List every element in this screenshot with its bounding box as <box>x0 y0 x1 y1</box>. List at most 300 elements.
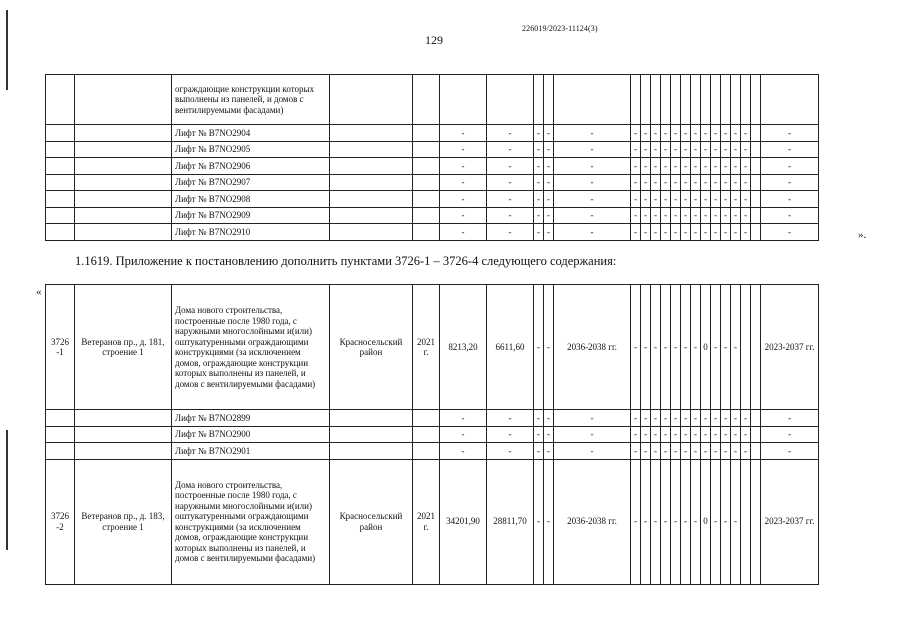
dash-cell: - <box>661 207 671 224</box>
dash-cell: - <box>691 426 701 443</box>
table-cell <box>330 426 413 443</box>
dash-cell: - <box>731 224 741 241</box>
dash-cell: - <box>534 207 544 224</box>
table-cell <box>46 125 75 142</box>
living-area-cell: 6611,60 <box>487 285 534 410</box>
final-period-cell: 2023-2037 гг. <box>761 459 819 584</box>
table-cell <box>330 224 413 241</box>
dash-cell: - <box>440 191 487 208</box>
dash-cell: - <box>721 141 731 158</box>
table-cell <box>751 158 761 175</box>
dash-cell: - <box>721 443 731 460</box>
dash-cell: - <box>761 191 819 208</box>
dash-cell: - <box>681 125 691 142</box>
table-cell <box>751 75 761 125</box>
dash-cell: - <box>761 158 819 175</box>
lift-name-cell: Лифт № В7NO2908 <box>172 191 330 208</box>
table-row <box>46 141 819 158</box>
final-period-cell: 2023-2037 гг. <box>761 285 819 410</box>
table-cell <box>75 141 172 158</box>
dash-cell: - <box>721 158 731 175</box>
table-cell <box>631 75 641 125</box>
dash-cell: - <box>554 426 631 443</box>
dash-cell: - <box>761 224 819 241</box>
dash-cell: - <box>681 443 691 460</box>
total-area-cell: 34201,90 <box>440 459 487 584</box>
dash-cell: - <box>534 459 544 584</box>
dash-cell: - <box>554 158 631 175</box>
dash-cell: - <box>741 443 751 460</box>
dash-cell: - <box>731 410 741 427</box>
lift-name-cell: Лифт № В7NO2907 <box>172 174 330 191</box>
dash-cell: - <box>554 207 631 224</box>
dash-cell: - <box>554 141 631 158</box>
table-cell <box>751 285 761 410</box>
table-cell <box>330 410 413 427</box>
dash-cell: - <box>691 224 701 241</box>
table-cell <box>75 224 172 241</box>
dash-cell: - <box>721 174 731 191</box>
dash-cell: - <box>651 410 661 427</box>
dash-cell: - <box>534 191 544 208</box>
dash-cell: - <box>487 207 534 224</box>
dash-cell: - <box>761 174 819 191</box>
dash-cell: - <box>671 426 681 443</box>
table-cell <box>75 75 172 125</box>
lift-name-cell: Лифт № В7NO2905 <box>172 141 330 158</box>
dash-cell: - <box>641 125 651 142</box>
dash-cell: - <box>661 459 671 584</box>
dash-cell: - <box>534 125 544 142</box>
dash-cell: - <box>440 426 487 443</box>
table-cell <box>46 443 75 460</box>
table-cell <box>75 174 172 191</box>
dash-cell: - <box>554 174 631 191</box>
dash-cell: - <box>741 410 751 427</box>
table-cell <box>721 75 731 125</box>
dash-cell: - <box>544 285 554 410</box>
dash-cell: - <box>661 125 671 142</box>
item-number-cell: 3726 -1 <box>46 285 75 410</box>
dash-cell: - <box>631 174 641 191</box>
dash-cell: - <box>681 426 691 443</box>
dash-cell: - <box>651 285 661 410</box>
table-cell <box>751 191 761 208</box>
table-cell <box>554 75 631 125</box>
dash-cell: - <box>701 443 711 460</box>
dash-cell: - <box>671 125 681 142</box>
dash-cell: - <box>440 158 487 175</box>
table-cell <box>330 75 413 125</box>
dash-cell: - <box>731 285 741 410</box>
dash-cell: - <box>651 224 661 241</box>
year-cell: 2021 г. <box>413 459 440 584</box>
table-cell <box>46 191 75 208</box>
dash-cell: - <box>711 443 721 460</box>
dash-cell: - <box>721 125 731 142</box>
lift-name-cell: Лифт № В7NO2906 <box>172 158 330 175</box>
dash-cell: - <box>440 125 487 142</box>
dash-cell: - <box>651 141 661 158</box>
district-cell: Красносельский район <box>330 285 413 410</box>
dash-cell: - <box>701 224 711 241</box>
dash-cell: - <box>534 141 544 158</box>
table-cell <box>413 125 440 142</box>
dash-cell: - <box>731 443 741 460</box>
dash-cell: - <box>681 141 691 158</box>
dash-cell: - <box>741 125 751 142</box>
table-cell <box>751 141 761 158</box>
dash-cell: - <box>761 426 819 443</box>
dash-cell: - <box>761 141 819 158</box>
dash-cell: - <box>440 410 487 427</box>
dash-cell: - <box>651 191 661 208</box>
dash-cell: - <box>554 191 631 208</box>
dash-cell: - <box>731 158 741 175</box>
lift-name-cell: Лифт № В7NO2900 <box>172 426 330 443</box>
lift-name-cell: Лифт № В7NO2909 <box>172 207 330 224</box>
table-cell <box>413 158 440 175</box>
table-cell <box>711 75 721 125</box>
dash-cell: - <box>681 158 691 175</box>
table-cell <box>330 141 413 158</box>
closing-quote: ». <box>858 229 867 241</box>
table-cell <box>751 125 761 142</box>
dash-cell: - <box>661 141 671 158</box>
dash-cell: - <box>631 125 641 142</box>
dash-cell: - <box>681 191 691 208</box>
dash-cell: - <box>487 191 534 208</box>
dash-cell: - <box>721 285 731 410</box>
dash-cell: - <box>681 207 691 224</box>
table-cell <box>330 207 413 224</box>
dash-cell: - <box>554 224 631 241</box>
dash-cell: - <box>691 410 701 427</box>
dash-cell: - <box>691 191 701 208</box>
dash-cell: - <box>544 443 554 460</box>
address-cell: Ветеранов пр., д. 181, строение 1 <box>75 285 172 410</box>
lift-name-cell: Лифт № В7NO2910 <box>172 224 330 241</box>
table-row <box>46 125 819 142</box>
dash-cell: - <box>691 285 701 410</box>
zero-cell: 0 <box>701 285 711 410</box>
table-row <box>46 158 819 175</box>
table-cell <box>330 443 413 460</box>
dash-cell: - <box>731 207 741 224</box>
table-cell <box>330 191 413 208</box>
table-cell <box>413 410 440 427</box>
table-cell <box>75 207 172 224</box>
dash-cell: - <box>711 158 721 175</box>
dash-cell: - <box>711 426 721 443</box>
dash-cell: - <box>711 459 721 584</box>
dash-cell: - <box>761 125 819 142</box>
dash-cell: - <box>534 224 544 241</box>
dash-cell: - <box>741 207 751 224</box>
table-cell <box>75 426 172 443</box>
table-cell <box>741 75 751 125</box>
dash-cell: - <box>534 426 544 443</box>
table-row <box>46 207 819 224</box>
dash-cell: - <box>641 285 651 410</box>
table-cell <box>691 75 701 125</box>
table-cell <box>641 75 651 125</box>
dash-cell: - <box>544 125 554 142</box>
dash-cell: - <box>544 410 554 427</box>
table-cell <box>751 174 761 191</box>
year-cell: 2021 г. <box>413 285 440 410</box>
description-cell: Дома нового строительства, построенные после 1980 года, с наружными многослойными и(или) оштукатуренными ограждающими конструкциями (за исключением домов, ограждающие конструкции которых выполнены из панелей, и домов с вентилируемыми фасадами) <box>172 459 330 584</box>
table-cell <box>413 426 440 443</box>
table-cell <box>46 207 75 224</box>
description-cell: Дома нового строительства, построенные после 1980 года, с наружными многослойными и(или) оштукатуренными ограждающими конструкциями (за исключением домов, ограждающие конструкции которых выполнены из панелей, и домов с вентилируемыми фасадами) <box>172 285 330 410</box>
table-cell <box>330 125 413 142</box>
dash-cell: - <box>761 443 819 460</box>
table-cell <box>46 158 75 175</box>
dash-cell: - <box>661 443 671 460</box>
continuation-table <box>45 74 819 241</box>
dash-cell: - <box>741 426 751 443</box>
table-cell <box>413 224 440 241</box>
dash-cell: - <box>741 141 751 158</box>
dash-cell: - <box>701 191 711 208</box>
dash-cell: - <box>711 207 721 224</box>
dash-cell: - <box>661 285 671 410</box>
dash-cell: - <box>741 158 751 175</box>
dash-cell: - <box>661 174 671 191</box>
table-cell <box>487 75 534 125</box>
dash-cell: - <box>641 207 651 224</box>
dash-cell: - <box>544 207 554 224</box>
dash-cell: - <box>487 174 534 191</box>
dash-cell: - <box>731 125 741 142</box>
table-cell <box>751 207 761 224</box>
dash-cell: - <box>487 158 534 175</box>
table-cell <box>413 174 440 191</box>
zero-cell: 0 <box>701 459 711 584</box>
dash-cell: - <box>641 158 651 175</box>
dash-cell: - <box>701 207 711 224</box>
table-cell <box>731 75 741 125</box>
dash-cell: - <box>671 158 681 175</box>
table-cell <box>761 75 819 125</box>
dash-cell: - <box>631 158 641 175</box>
table-cell <box>741 459 751 584</box>
table-cell <box>661 75 671 125</box>
dash-cell: - <box>534 443 544 460</box>
dash-cell: - <box>631 410 641 427</box>
dash-cell: - <box>631 224 641 241</box>
dash-cell: - <box>731 426 741 443</box>
table-cell <box>701 75 711 125</box>
table-row <box>46 426 819 443</box>
dash-cell: - <box>741 191 751 208</box>
dash-cell: - <box>440 207 487 224</box>
dash-cell: - <box>671 459 681 584</box>
dash-cell: - <box>534 174 544 191</box>
dash-cell: - <box>641 426 651 443</box>
opening-quote: « <box>36 286 42 298</box>
dash-cell: - <box>651 207 661 224</box>
dash-cell: - <box>641 174 651 191</box>
table-cell <box>534 75 544 125</box>
table-cell <box>413 191 440 208</box>
dash-cell: - <box>661 224 671 241</box>
dash-cell: - <box>544 174 554 191</box>
address-cell: Ветеранов пр., д. 183, строение 1 <box>75 459 172 584</box>
table-cell <box>681 75 691 125</box>
dash-cell: - <box>631 443 641 460</box>
dash-cell: - <box>731 191 741 208</box>
dash-cell: - <box>661 158 671 175</box>
dash-cell: - <box>487 443 534 460</box>
dash-cell: - <box>554 125 631 142</box>
dash-cell: - <box>534 285 544 410</box>
table-cell <box>751 459 761 584</box>
table-cell <box>651 75 661 125</box>
dash-cell: - <box>761 207 819 224</box>
dash-cell: - <box>641 224 651 241</box>
dash-cell: - <box>711 224 721 241</box>
table-cell <box>75 191 172 208</box>
dash-cell: - <box>681 224 691 241</box>
dash-cell: - <box>641 443 651 460</box>
dash-cell: - <box>487 426 534 443</box>
table-cell <box>751 410 761 427</box>
dash-cell: - <box>641 410 651 427</box>
dash-cell: - <box>681 174 691 191</box>
dash-cell: - <box>721 224 731 241</box>
dash-cell: - <box>671 207 681 224</box>
item-number-cell: 3726 -2 <box>46 459 75 584</box>
dash-cell: - <box>701 174 711 191</box>
dash-cell: - <box>440 224 487 241</box>
table-cell <box>46 224 75 241</box>
table-cell <box>751 426 761 443</box>
dash-cell: - <box>487 410 534 427</box>
table-cell <box>544 75 554 125</box>
dash-cell: - <box>711 125 721 142</box>
period-cell: 2036-2038 гг. <box>554 285 631 410</box>
dash-cell: - <box>711 285 721 410</box>
table-row <box>46 75 819 125</box>
table-row <box>46 410 819 427</box>
dash-cell: - <box>721 459 731 584</box>
dash-cell: - <box>721 191 731 208</box>
dash-cell: - <box>721 426 731 443</box>
table-row <box>46 285 819 410</box>
dash-cell: - <box>544 141 554 158</box>
dash-cell: - <box>651 459 661 584</box>
dash-cell: - <box>544 459 554 584</box>
district-cell: Красносельский район <box>330 459 413 584</box>
dash-cell: - <box>651 426 661 443</box>
description-cell: ограждающие конструкции которых выполнены из панелей, и домов с вентилируемыми фасадами) <box>172 75 330 125</box>
dash-cell: - <box>487 125 534 142</box>
table-cell <box>46 141 75 158</box>
dash-cell: - <box>701 141 711 158</box>
table-cell <box>413 75 440 125</box>
lift-name-cell: Лифт № В7NO2899 <box>172 410 330 427</box>
dash-cell: - <box>691 207 701 224</box>
table-row <box>46 191 819 208</box>
dash-cell: - <box>534 410 544 427</box>
dash-cell: - <box>631 426 641 443</box>
lift-name-cell: Лифт № В7NO2904 <box>172 125 330 142</box>
dash-cell: - <box>661 191 671 208</box>
dash-cell: - <box>681 285 691 410</box>
dash-cell: - <box>631 285 641 410</box>
dash-cell: - <box>544 191 554 208</box>
dash-cell: - <box>651 174 661 191</box>
dash-cell: - <box>534 158 544 175</box>
dash-cell: - <box>711 141 721 158</box>
dash-cell: - <box>691 459 701 584</box>
dash-cell: - <box>681 410 691 427</box>
dash-cell: - <box>701 158 711 175</box>
new-items-table <box>45 284 819 585</box>
dash-cell: - <box>487 224 534 241</box>
dash-cell: - <box>631 191 641 208</box>
dash-cell: - <box>671 174 681 191</box>
dash-cell: - <box>671 285 681 410</box>
living-area-cell: 28811,70 <box>487 459 534 584</box>
dash-cell: - <box>651 158 661 175</box>
dash-cell: - <box>671 410 681 427</box>
dash-cell: - <box>641 141 651 158</box>
dash-cell: - <box>661 426 671 443</box>
dash-cell: - <box>554 443 631 460</box>
table-row <box>46 443 819 460</box>
table-cell <box>413 141 440 158</box>
dash-cell: - <box>671 191 681 208</box>
dash-cell: - <box>554 410 631 427</box>
dash-cell: - <box>691 158 701 175</box>
table-cell <box>75 410 172 427</box>
dash-cell: - <box>691 443 701 460</box>
table-row <box>46 174 819 191</box>
dash-cell: - <box>711 410 721 427</box>
dash-cell: - <box>661 410 671 427</box>
dash-cell: - <box>544 426 554 443</box>
table-cell <box>46 174 75 191</box>
dash-cell: - <box>631 459 641 584</box>
table-cell <box>46 75 75 125</box>
dash-cell: - <box>440 443 487 460</box>
table-cell <box>741 285 751 410</box>
table-cell <box>330 174 413 191</box>
table-cell <box>413 207 440 224</box>
dash-cell: - <box>691 125 701 142</box>
table-cell <box>46 410 75 427</box>
table-cell <box>46 426 75 443</box>
scan-edge-mark <box>6 430 8 550</box>
lift-name-cell: Лифт № В7NO2901 <box>172 443 330 460</box>
table-cell <box>75 443 172 460</box>
dash-cell: - <box>651 125 661 142</box>
dash-cell: - <box>701 410 711 427</box>
dash-cell: - <box>681 459 691 584</box>
dash-cell: - <box>440 141 487 158</box>
amendment-paragraph: 1.1619. Приложение к постановлению дополнить пунктами 3726-1 – 3726-4 следующего содержания: <box>75 254 617 268</box>
dash-cell: - <box>544 224 554 241</box>
dash-cell: - <box>544 158 554 175</box>
dash-cell: - <box>721 207 731 224</box>
dash-cell: - <box>671 224 681 241</box>
table-cell <box>440 75 487 125</box>
dash-cell: - <box>741 174 751 191</box>
dash-cell: - <box>711 191 721 208</box>
